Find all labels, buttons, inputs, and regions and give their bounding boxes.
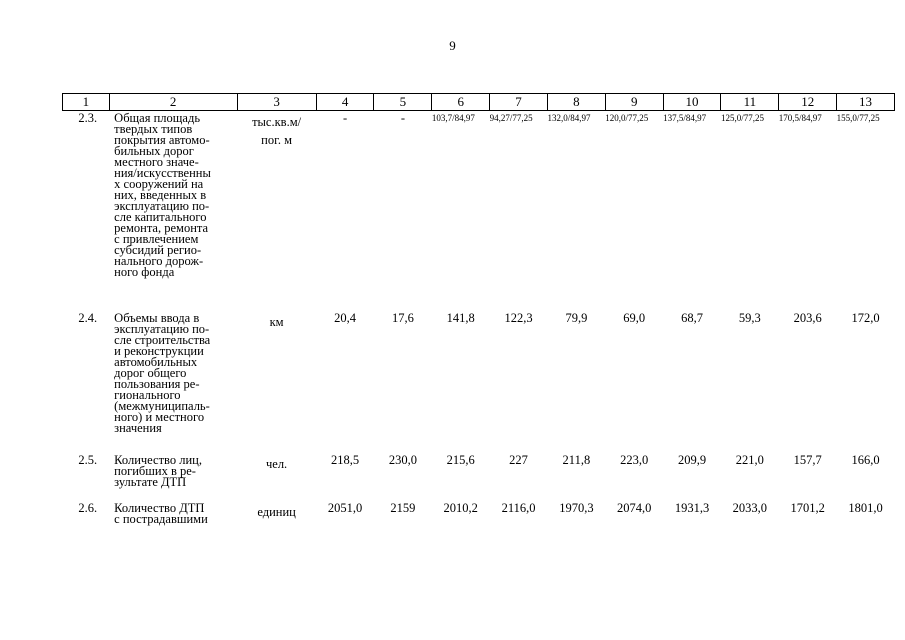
value-cell: 68,7: [681, 311, 703, 325]
unit-line: км: [269, 315, 284, 329]
unit-line: единиц: [257, 505, 296, 519]
header-cell: 2: [109, 94, 237, 111]
name-line: твердых типов: [114, 122, 193, 136]
name-line: эксплуатацию по-: [114, 322, 210, 336]
value-cell: 69,0: [623, 311, 646, 325]
indicators-table: [62, 93, 895, 533]
value-cell: 2116,0: [501, 501, 536, 515]
table-row: [63, 111, 895, 312]
value-cell: 122,3: [504, 311, 533, 325]
header-cell: 9: [605, 94, 663, 111]
name-line: зультате ДТП: [114, 475, 187, 489]
value-cell: 166,0: [851, 453, 880, 467]
name-line: дорог общего: [114, 366, 187, 380]
value-cell: 2159: [390, 501, 416, 515]
header-cell: 12: [779, 94, 837, 111]
name-line: ния/искусственны: [114, 166, 211, 180]
name-line: нального дорож-: [114, 254, 204, 268]
name-line: субсидий регио-: [114, 243, 202, 257]
name-line: гионального: [114, 388, 181, 402]
header-cell: 11: [721, 94, 779, 111]
value-cell: 17,6: [391, 311, 414, 325]
value-cell: 1701,2: [790, 501, 825, 515]
row-unit: [237, 311, 316, 453]
value-cell: 172,0: [851, 311, 880, 325]
name-line: ремонта, ремонта: [114, 221, 209, 235]
value-cell: 1801,0: [848, 501, 883, 515]
value-cell: 59,3: [738, 311, 761, 325]
name-line: бильных дорог: [114, 144, 194, 158]
value-cell: 137,5/84,97: [663, 113, 707, 123]
name-line: них, введенных в: [114, 188, 207, 202]
name-line: значения: [114, 421, 162, 435]
value-cell: 1931,3: [674, 501, 710, 515]
name-line: Общая площадь: [114, 111, 201, 125]
value-cell: 155,0/77,25: [836, 113, 880, 123]
header-row: [63, 94, 895, 111]
name-line: Объемы ввода в: [114, 311, 200, 325]
header-cell: 3: [237, 94, 316, 111]
value-cell: 211,8: [562, 453, 591, 467]
value-cell: 221,0: [735, 453, 764, 467]
row-unit: [237, 501, 316, 533]
value-cell: 132,0/84,97: [547, 113, 591, 123]
value-cell: 1970,3: [559, 501, 594, 515]
value-cell: 141,8: [446, 311, 475, 325]
row-name: [109, 501, 237, 533]
value-cell: 125,0/77,25: [720, 113, 764, 123]
name-line: х сооружений на: [114, 177, 204, 191]
row-code: 2.3.: [78, 111, 98, 125]
name-line: Количество лиц,: [114, 453, 202, 467]
value-cell: 227: [509, 453, 528, 467]
header-cell: 7: [490, 94, 548, 111]
value-cell: 20,4: [334, 311, 356, 325]
name-line: пользования ре-: [114, 377, 200, 391]
value-cell: 2010,2: [443, 501, 478, 515]
name-line: и реконструкции: [114, 344, 204, 358]
name-line: (межмуниципаль-: [114, 399, 210, 413]
row-code: 2.4.: [78, 311, 98, 325]
value-cell: 79,9: [565, 311, 588, 325]
row-code: 2.5.: [78, 453, 98, 467]
unit-line: пог. м: [261, 133, 292, 147]
value-cell: -: [342, 111, 348, 125]
value-cell: 2033,0: [732, 501, 768, 515]
name-line: автомобильных: [114, 355, 198, 369]
value-cell: 215,6: [446, 453, 475, 467]
header-cell: 4: [316, 94, 374, 111]
name-line: сле строительства: [114, 333, 211, 347]
header-cell: 6: [432, 94, 490, 111]
value-cell: -: [400, 111, 405, 125]
name-line: сле капитального: [114, 210, 207, 224]
header-cell: 1: [63, 94, 110, 111]
row-code: 2.6.: [78, 501, 98, 515]
value-cell: 203,6: [793, 311, 822, 325]
table-row: [63, 453, 895, 501]
value-cell: 218,5: [331, 453, 360, 467]
row-name: [109, 111, 237, 312]
table-row: [63, 311, 895, 453]
value-cell: 103,7/84,97: [431, 113, 475, 123]
name-line: ного) и местного: [114, 410, 205, 424]
name-line: с пострадавшими: [114, 512, 208, 526]
header-cell: 10: [663, 94, 721, 111]
value-cell: 2051,0: [327, 501, 363, 515]
row-unit: [237, 111, 316, 312]
header-cell: 5: [374, 94, 432, 111]
row-unit: [237, 453, 316, 501]
unit-line: чел.: [265, 457, 288, 471]
value-cell: 230,0: [388, 453, 417, 467]
value-cell: 209,9: [677, 453, 707, 467]
name-line: Количество ДТП: [114, 501, 205, 515]
header-cell: 8: [547, 94, 605, 111]
header-cell: 13: [837, 94, 895, 111]
name-line: эксплуатацию по-: [114, 199, 210, 213]
name-line: местного значе-: [114, 155, 199, 169]
name-line: с привлечением: [114, 232, 199, 246]
value-cell: 157,7: [793, 453, 822, 467]
value-cell: 223,0: [620, 453, 649, 467]
value-cell: 170,5/84,97: [778, 113, 822, 123]
unit-line: тыс.кв.м/: [252, 115, 302, 129]
row-name: [109, 453, 237, 501]
value-cell: 120,0/77,25: [605, 113, 649, 123]
name-line: погибших в ре-: [114, 464, 196, 478]
name-line: покрытия автомо-: [114, 133, 210, 147]
value-cell: 2074,0: [617, 501, 652, 515]
name-line: ного фонда: [114, 265, 175, 279]
table-row: [63, 501, 895, 533]
row-name: [109, 311, 237, 453]
value-cell: 94,27/77,25: [489, 113, 533, 123]
page-number: 9: [449, 38, 456, 53]
